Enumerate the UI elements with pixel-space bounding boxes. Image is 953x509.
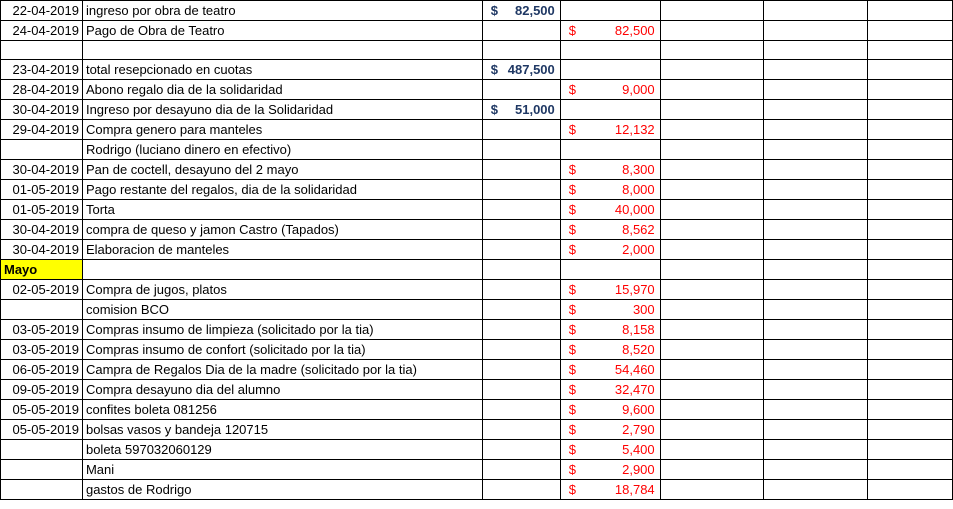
date-cell[interactable]: 28-04-2019 [1,80,83,100]
extra-cell-g[interactable] [868,360,953,380]
expense-cell[interactable] [560,340,660,360]
currency-symbol: $ [568,302,576,317]
extra-cell-f[interactable] [764,260,868,280]
table-row [1,1,953,21]
expense-cell[interactable] [560,260,660,280]
expense-cell[interactable] [560,41,660,60]
table-row [1,140,953,160]
extra-cell-g[interactable] [868,120,953,140]
currency-symbol: $ [568,202,576,217]
extra-cell-e[interactable] [660,240,764,260]
income-cell[interactable] [482,120,560,140]
date-cell[interactable] [1,480,83,500]
extra-cell-f[interactable] [764,180,868,200]
amount-value: 2,000 [622,242,655,257]
extra-cell-e[interactable] [660,340,764,360]
income-cell[interactable] [482,1,560,21]
description-cell[interactable] [82,260,482,280]
amount-value: 40,000 [614,202,655,217]
date-cell[interactable] [1,41,83,60]
date-cell[interactable]: 03-05-2019 [1,340,83,360]
extra-cell-f[interactable] [764,200,868,220]
date-cell[interactable]: 01-05-2019 [1,180,83,200]
extra-cell-g[interactable] [868,400,953,420]
expense-cell[interactable] [560,280,660,300]
description-cell[interactable]: Abono regalo dia de la solidaridad [82,80,482,100]
extra-cell-e[interactable] [660,400,764,420]
extra-cell-f[interactable] [764,1,868,21]
description-cell[interactable]: Rodrigo (luciano dinero en efectivo) [82,140,482,160]
description-cell[interactable]: Campra de Regalos Dia de la madre (solicitado por la tia) [82,360,482,380]
currency-symbol: $ [568,242,576,257]
description-cell[interactable] [82,41,482,60]
extra-cell-e[interactable] [660,140,764,160]
amount-value: 82,500 [614,23,655,38]
expense-cell[interactable] [560,120,660,140]
amount-value: 18,784 [614,482,655,497]
table-row [1,320,953,340]
extra-cell-f[interactable] [764,280,868,300]
extra-cell-e[interactable] [660,420,764,440]
extra-cell-g[interactable] [868,160,953,180]
extra-cell-e[interactable] [660,480,764,500]
extra-cell-f[interactable] [764,380,868,400]
date-cell[interactable]: 30-04-2019 [1,160,83,180]
expense-cell[interactable] [560,100,660,120]
date-cell[interactable]: 06-05-2019 [1,360,83,380]
income-cell[interactable] [482,21,560,41]
expense-cell[interactable] [560,420,660,440]
amount-value: 9,000 [622,82,655,97]
income-cell[interactable] [482,240,560,260]
extra-cell-f[interactable] [764,21,868,41]
extra-cell-f[interactable] [764,240,868,260]
extra-cell-f[interactable] [764,140,868,160]
extra-cell-g[interactable] [868,340,953,360]
currency-symbol: $ [568,382,576,397]
expense-cell[interactable] [560,140,660,160]
extra-cell-e[interactable] [660,460,764,480]
amount-value: 8,000 [622,182,655,197]
currency-symbol: $ [568,182,576,197]
income-cell[interactable] [482,140,560,160]
income-cell[interactable] [482,160,560,180]
extra-cell-g[interactable] [868,1,953,21]
table-row [1,440,953,460]
date-cell[interactable]: 05-05-2019 [1,400,83,420]
currency-symbol: $ [568,162,576,177]
income-cell[interactable] [482,180,560,200]
date-cell[interactable]: 05-05-2019 [1,420,83,440]
extra-cell-g[interactable] [868,280,953,300]
table-row [1,300,953,320]
currency-symbol: $ [568,422,576,437]
description-cell[interactable]: comision BCO [82,300,482,320]
expense-cell[interactable] [560,380,660,400]
table-row [1,160,953,180]
extra-cell-g[interactable] [868,180,953,200]
date-cell[interactable]: 03-05-2019 [1,320,83,340]
table-row [1,21,953,41]
amount-value: 300 [632,302,655,317]
description-cell[interactable]: Pago restante del regalos, dia de la solidaridad [82,180,482,200]
amount-value: 2,900 [622,462,655,477]
income-cell[interactable] [482,41,560,60]
expense-cell[interactable] [560,60,660,80]
description-cell[interactable]: Compra genero para manteles [82,120,482,140]
extra-cell-f[interactable] [764,460,868,480]
extra-cell-e[interactable] [660,160,764,180]
extra-cell-f[interactable] [764,320,868,340]
date-cell[interactable] [1,460,83,480]
currency-symbol: $ [568,82,576,97]
expense-cell[interactable] [560,220,660,240]
table-row [1,100,953,120]
extra-cell-e[interactable] [660,260,764,280]
extra-cell-e[interactable] [660,180,764,200]
currency-symbol: $ [568,342,576,357]
currency-symbol: $ [490,3,499,18]
extra-cell-f[interactable] [764,220,868,240]
date-cell[interactable] [1,440,83,460]
amount-value: 8,520 [622,342,655,357]
table-row [1,340,953,360]
income-cell[interactable] [482,320,560,340]
currency-symbol: $ [490,102,499,117]
date-cell[interactable]: 24-04-2019 [1,21,83,41]
extra-cell-g[interactable] [868,260,953,280]
table-row [1,180,953,200]
amount-value: 487,500 [507,62,555,77]
income-cell[interactable] [482,460,560,480]
currency-symbol: $ [568,362,576,377]
table-row [1,400,953,420]
currency-symbol: $ [568,322,576,337]
expense-cell[interactable] [560,240,660,260]
table-row [1,60,953,80]
currency-symbol: $ [568,442,576,457]
description-cell[interactable]: Compra desayuno dia del alumno [82,380,482,400]
extra-cell-e[interactable] [660,120,764,140]
expense-cell[interactable] [560,440,660,460]
extra-cell-e[interactable] [660,380,764,400]
income-cell[interactable] [482,280,560,300]
amount-value: 51,000 [515,102,555,117]
description-cell[interactable]: bolsas vasos y bandeja 120715 [82,420,482,440]
date-cell[interactable] [1,300,83,320]
amount-value: 8,158 [622,322,655,337]
description-cell[interactable]: boleta 597032060129 [82,440,482,460]
extra-cell-g[interactable] [868,320,953,340]
expense-cell[interactable] [560,300,660,320]
extra-cell-g[interactable] [868,380,953,400]
description-cell[interactable]: Compras insumo de confort (solicitado por la tia) [82,340,482,360]
description-cell[interactable]: total resepcionado en cuotas [82,60,482,80]
income-cell[interactable] [482,260,560,280]
date-cell[interactable]: 30-04-2019 [1,240,83,260]
amount-value: 12,132 [614,122,655,137]
description-cell[interactable]: compra de queso y jamon Castro (Tapados) [82,220,482,240]
description-cell[interactable]: Pan de coctell, desayuno del 2 mayo [82,160,482,180]
extra-cell-f[interactable] [764,60,868,80]
extra-cell-f[interactable] [764,100,868,120]
extra-cell-g[interactable] [868,240,953,260]
extra-cell-e[interactable] [660,300,764,320]
expense-cell[interactable] [560,200,660,220]
amount-value: 32,470 [614,382,655,397]
currency-symbol: $ [568,402,576,417]
extra-cell-g[interactable] [868,480,953,500]
extra-cell-e[interactable] [660,21,764,41]
description-cell[interactable]: Mani [82,460,482,480]
table-row [1,360,953,380]
expense-cell[interactable] [560,360,660,380]
amount-value: 9,600 [622,402,655,417]
date-cell[interactable]: 29-04-2019 [1,120,83,140]
extra-cell-g[interactable] [868,140,953,160]
description-cell[interactable]: Compra de jugos, platos [82,280,482,300]
amount-value: 5,400 [622,442,655,457]
currency-symbol: $ [568,282,576,297]
currency-symbol: $ [568,462,576,477]
amount-value: 2,790 [622,422,655,437]
spreadsheet-body [1,1,953,500]
date-cell[interactable]: 22-04-2019 [1,1,83,21]
extra-cell-g[interactable] [868,80,953,100]
income-cell[interactable] [482,440,560,460]
extra-cell-e[interactable] [660,200,764,220]
income-cell[interactable] [482,200,560,220]
table-row [1,80,953,100]
income-cell[interactable] [482,420,560,440]
table-row [1,280,953,300]
expense-cell[interactable] [560,1,660,21]
extra-cell-e[interactable] [660,440,764,460]
income-cell[interactable] [482,60,560,80]
table-row [1,200,953,220]
table-row [1,120,953,140]
income-cell[interactable] [482,300,560,320]
table-row [1,420,953,440]
date-cell[interactable]: 02-05-2019 [1,280,83,300]
description-cell[interactable]: Ingreso por desayuno dia de la Solidaridad [82,100,482,120]
extra-cell-g[interactable] [868,440,953,460]
table-row [1,260,953,280]
description-cell[interactable]: gastos de Rodrigo [82,480,482,500]
date-cell[interactable]: 30-04-2019 [1,100,83,120]
expense-cell[interactable] [560,320,660,340]
date-cell[interactable]: 01-05-2019 [1,200,83,220]
income-cell[interactable] [482,380,560,400]
extra-cell-f[interactable] [764,360,868,380]
extra-cell-f[interactable] [764,400,868,420]
extra-cell-f[interactable] [764,41,868,60]
table-row [1,460,953,480]
date-cell[interactable]: 09-05-2019 [1,380,83,400]
currency-symbol: $ [568,482,576,497]
extra-cell-g[interactable] [868,420,953,440]
table-row [1,220,953,240]
extra-cell-g[interactable] [868,220,953,240]
extra-cell-g[interactable] [868,460,953,480]
extra-cell-f[interactable] [764,120,868,140]
date-cell[interactable]: 30-04-2019 [1,220,83,240]
income-cell[interactable] [482,80,560,100]
income-cell[interactable] [482,400,560,420]
income-cell[interactable] [482,220,560,240]
description-cell[interactable]: Pago de Obra de Teatro [82,21,482,41]
extra-cell-e[interactable] [660,320,764,340]
income-cell[interactable] [482,100,560,120]
extra-cell-f[interactable] [764,440,868,460]
amount-value: 8,300 [622,162,655,177]
currency-symbol: $ [568,23,576,38]
extra-cell-e[interactable] [660,41,764,60]
extra-cell-g[interactable] [868,100,953,120]
table-row [1,41,953,60]
expense-cell[interactable] [560,21,660,41]
table-row [1,240,953,260]
amount-value: 8,562 [622,222,655,237]
extra-cell-f[interactable] [764,420,868,440]
description-cell[interactable]: Compras insumo de limpieza (solicitado por la tia) [82,320,482,340]
date-cell[interactable]: 23-04-2019 [1,60,83,80]
extra-cell-e[interactable] [660,80,764,100]
expense-cell[interactable] [560,80,660,100]
expense-cell[interactable] [560,460,660,480]
income-cell[interactable] [482,340,560,360]
amount-value: 15,970 [614,282,655,297]
extra-cell-f[interactable] [764,160,868,180]
table-row [1,380,953,400]
extra-cell-e[interactable] [660,60,764,80]
extra-cell-g[interactable] [868,41,953,60]
amount-value: 54,460 [614,362,655,377]
extra-cell-g[interactable] [868,21,953,41]
date-cell[interactable] [1,140,83,160]
extra-cell-e[interactable] [660,1,764,21]
expense-cell[interactable] [560,180,660,200]
extra-cell-g[interactable] [868,300,953,320]
currency-symbol: $ [568,122,576,137]
description-cell[interactable]: confites boleta 081256 [82,400,482,420]
description-cell[interactable]: Elaboracion de manteles [82,240,482,260]
currency-symbol: $ [568,222,576,237]
table-row [1,480,953,500]
extra-cell-e[interactable] [660,280,764,300]
amount-value: 82,500 [515,3,555,18]
income-cell[interactable] [482,360,560,380]
month-label-cell[interactable]: Mayo [1,260,83,280]
expense-cell[interactable] [560,160,660,180]
expense-cell[interactable] [560,400,660,420]
extra-cell-g[interactable] [868,200,953,220]
extra-cell-e[interactable] [660,220,764,240]
currency-symbol: $ [490,62,499,77]
extra-cell-g[interactable] [868,60,953,80]
description-cell[interactable]: Torta [82,200,482,220]
description-cell[interactable]: ingreso por obra de teatro [82,1,482,21]
extra-cell-f[interactable] [764,80,868,100]
extra-cell-f[interactable] [764,340,868,360]
extra-cell-e[interactable] [660,360,764,380]
extra-cell-f[interactable] [764,480,868,500]
expense-cell[interactable] [560,480,660,500]
extra-cell-f[interactable] [764,300,868,320]
extra-cell-e[interactable] [660,100,764,120]
income-cell[interactable] [482,480,560,500]
